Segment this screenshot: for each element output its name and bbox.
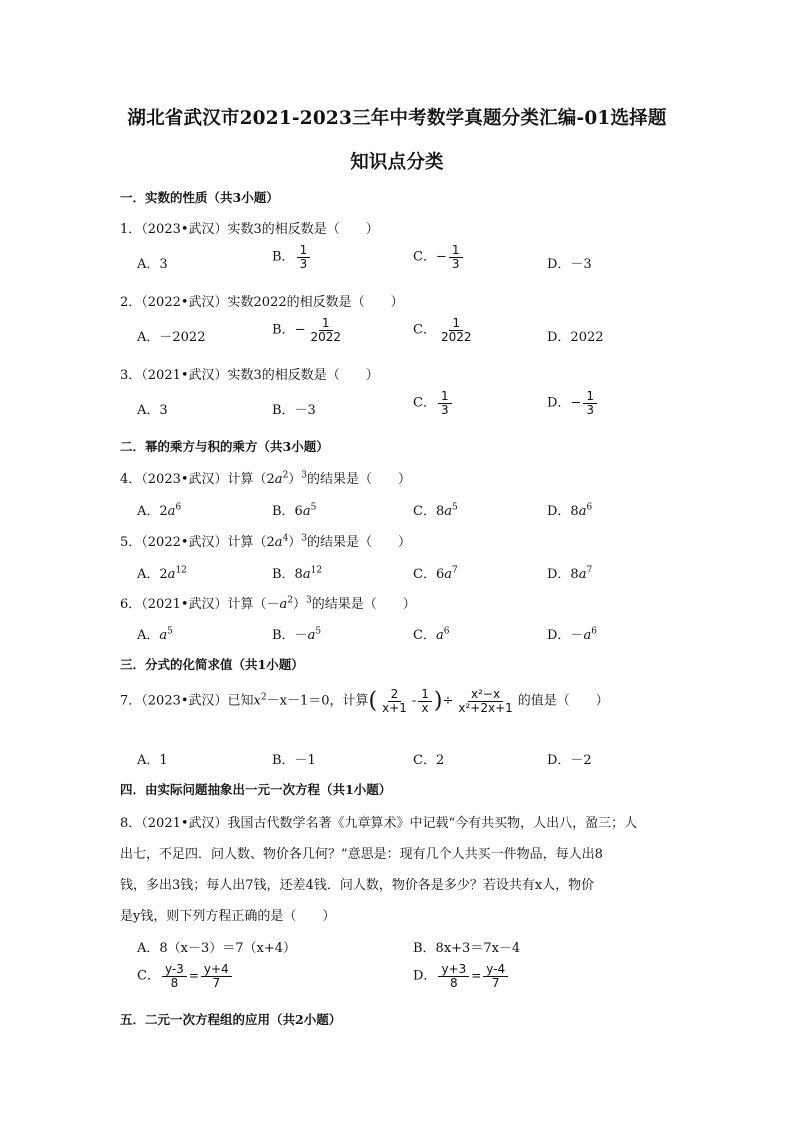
- option-b: B．－1: [272, 753, 316, 768]
- option-d: D．－2: [547, 753, 592, 768]
- option-d: D．－3: [547, 257, 592, 272]
- question-text-line: 8．（2021•武汉）我国古代数学名著《九章算术》中记载“今有共买物，人出八，盈三；人: [120, 816, 638, 831]
- question-stem: 7．（2023•武汉）已知$x^2-x-1=0$，计算( $\frac{2}{x+1}$ - $\frac{1}{x}$ )÷ $\frac{\text{x²−x}}{\text{x²+2x+1}}$ 的值是（ ）: [120, 687, 609, 715]
- section-heading: 五．二元一次方程组的应用（共2小题）: [120, 1012, 342, 1027]
- document-subtitle: 知识点分类: [350, 152, 444, 173]
- option-c: C． $\frac{1}{2022}$: [413, 317, 477, 343]
- fraction: $\frac{y+3}{8}$: [438, 963, 469, 989]
- option-d: D．− $\frac{1}{3}$: [547, 390, 599, 416]
- fraction: $\frac{y+4}{7}$: [201, 963, 232, 989]
- option-c: C．$6a^7$: [413, 565, 458, 582]
- fraction: $\frac{1}{3}$: [297, 244, 311, 270]
- question-stem: 1．（2023•武汉）实数3的相反数是（ ）: [120, 222, 379, 237]
- fraction: $\frac{1}{3}$: [449, 244, 463, 270]
- question-text-line: 钱，多出3钱；每人出7钱，还差4钱．问人数，物价各是多少？若设共有x人，物价: [120, 878, 595, 893]
- question-text-line: 出七，不足四．问人数、物价各几何？”意思是：现有几个人共买一件物品，每人出8: [120, 847, 603, 862]
- option-c: C．2: [413, 753, 445, 768]
- fraction: $\frac{1}{x}$: [418, 688, 432, 714]
- fraction: $\frac{y-3}{8}$: [162, 963, 187, 989]
- fraction: $\frac{1}{3}$: [583, 390, 597, 416]
- fraction: $\frac{2}{x+1}$: [382, 687, 407, 715]
- option-d: D． $\frac{y+3}{8}$ = $\frac{y-4}{7}$: [413, 963, 510, 989]
- option-b: B．8x+3＝7x－4: [413, 941, 521, 956]
- option-b: B．$-a^5$: [272, 626, 322, 643]
- question-stem: 2．（2022•武汉）实数2022的相反数是（ ）: [120, 295, 404, 310]
- option-d: D．$8a^7$: [547, 565, 593, 582]
- option-c: C． $\frac{y-3}{8}$ = $\frac{y+4}{7}$: [137, 963, 234, 989]
- section-heading: 一．实数的性质（共3小题）: [120, 190, 279, 205]
- option-b: B．$6a^5$: [272, 502, 317, 519]
- option-d: D．$8a^6$: [547, 502, 593, 519]
- fraction: $\frac{y-4}{7}$: [483, 963, 508, 989]
- section-heading: 四．由实际问题抽象出一元一次方程（共1小题）: [120, 782, 392, 797]
- option-c: C．$8a^5$: [413, 502, 458, 519]
- fraction: $\frac{1}{3}$: [438, 390, 452, 416]
- section-heading: 二．幂的乘方与积的乘方（共3小题）: [120, 439, 329, 454]
- question-stem: 5．（2022•武汉）计算$(2a^4)^3$的结果是（ ）: [120, 533, 412, 550]
- question-stem: 4．（2023•武汉）计算$(2a^2)^3$的结果是（ ）: [120, 470, 412, 487]
- fraction: $\frac{1}{2022}$: [310, 316, 342, 344]
- option-c: C． $\frac{1}{3}$: [413, 390, 454, 416]
- fraction: $\frac{\text{x²−x}}{\text{x²+2x+1}}$: [458, 687, 513, 715]
- document-title: 湖北省武汉市2021-2023三年中考数学真题分类汇编-01选择题: [127, 108, 667, 129]
- question-stem: 6．（2021•武汉）计算$(-a^2)^3$的结果是（ ）: [120, 595, 416, 612]
- section-heading: 三．分式的化简求值（共1小题）: [120, 657, 304, 672]
- option-a: A．8（x－3）＝7（x+4）: [137, 941, 297, 956]
- option-b: B．－3: [272, 403, 316, 418]
- question-text-line: 是y钱，则下列方程正确的是（ ）: [120, 909, 336, 924]
- option-a: A．1: [137, 753, 168, 768]
- option-c: C．$a^6$: [413, 626, 450, 643]
- option-c: C．− $\frac{1}{3}$: [413, 244, 465, 270]
- option-b: B．$8a^{12}$: [272, 565, 323, 582]
- option-a: A．3: [137, 403, 168, 418]
- option-a: A．－2022: [137, 330, 206, 345]
- option-b: B．− $\frac{1}{2022}$: [272, 317, 346, 343]
- fraction: $\frac{1}{2022}$: [440, 316, 472, 344]
- option-a: A．$2a^6$: [137, 502, 182, 519]
- option-a: A．$2a^{12}$: [137, 565, 187, 582]
- option-d: D．$-a^6$: [547, 626, 597, 643]
- option-a: A．$a^5$: [137, 626, 173, 643]
- question-stem: 3．（2021•武汉）实数3的相反数是（ ）: [120, 368, 379, 383]
- option-d: D．2022: [547, 330, 604, 345]
- option-a: A．3: [137, 257, 168, 272]
- option-b: B． $\frac{1}{3}$: [272, 244, 312, 270]
